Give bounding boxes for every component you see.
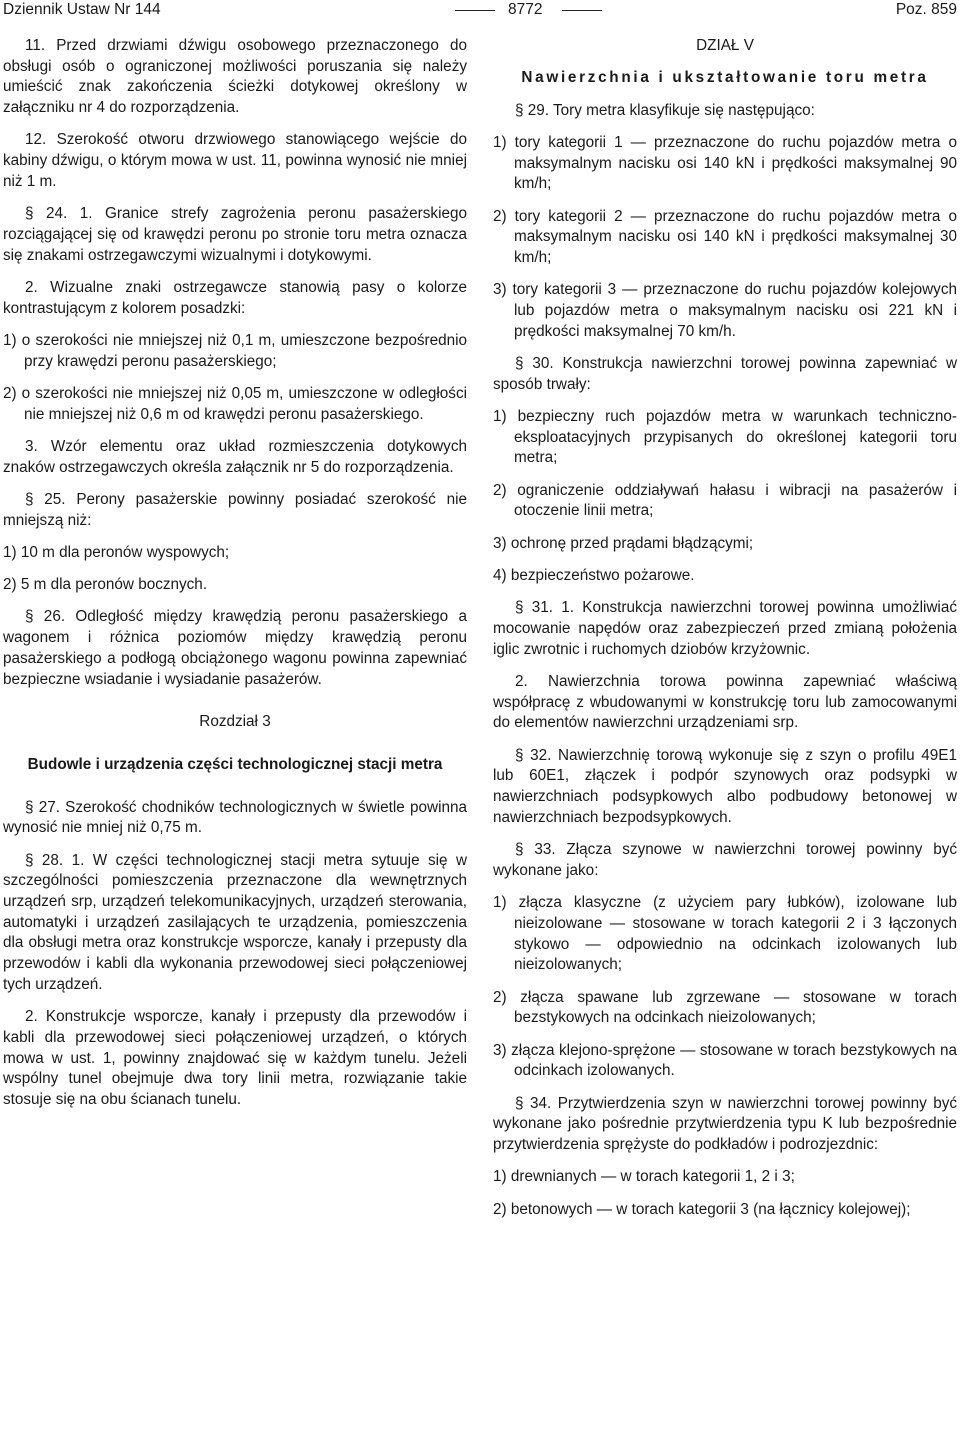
right-paragraph-r17: 2) złącza spawane lub zgrzewane — stosowane w torach bezstykowych na odcinkach nieizolowanych; [493,988,957,1027]
page-number: 8772 [508,1,543,18]
right-paragraph-r4: 1) tory kategorii 1 — przeznaczone do ruchu pojazdów metra o maksymalnym nacisku osi 140 kN i prędkości maksymalnej 90 km/h; [493,133,957,193]
left-paragraph-p13: Budowle i urządzenia części technologicznej stacji metra [27,755,443,773]
page-header [0,0,960,20]
left-paragraph-p4: 2. Wizualne znaki ostrzegawcze stanowią pasy o kolorze kontrastującym z kolorem posadzki: [3,278,467,317]
left-paragraph-p2: 12. Szerokość otworu drzwiowego stanowiącego wejście do kabiny dźwigu, o którym mowa w ust. 11, powinna wynosić nie mniej niż 1 m. [3,131,467,190]
left-paragraph-p14: § 27. Szerokość chodników technologicznych w świetle powinna wynosić nie mniej niż 0,75 m. [3,798,467,837]
right-paragraph-r13: 2. Nawierzchnia torowa powinna zapewniać właściwą współpracę z wbudowanymi w konstrukcję toru lub zamocowanymi do elementów nawierzchni urządzeniami srp. [493,673,957,732]
left-paragraph-p6: 2) o szerokości nie mniejszej niż 0,05 m, umieszczone w odległości nie mniejszej niż 0,6 m od krawędzi peronu pasażerskiego. [3,384,467,423]
journal-title: Dziennik Ustaw Nr 144 [3,1,161,18]
left-paragraph-p10: 2) 5 m dla peronów bocznych. [3,576,208,594]
left-column [3,36,467,1122]
left-paragraph-p5: 1) o szerokości nie mniejszej niż 0,1 m, umieszczone bezpośrednio przy krawędzi peronu pasażerskiego; [3,331,467,370]
right-paragraph-r15: § 33. Złącza szynowe w nawierzchni torowej powinny być wykonane jako: [493,841,957,879]
right-paragraph-r8: 1) bezpieczny ruch pojazdów metra w warunkach techniczno-eksploatacyjnych przypisanych do określonej kategorii toru metra; [493,408,957,467]
right-paragraph-r16: 1) złącza klasyczne (z użyciem pary łubków), izolowane lub nieizolowane — stosowane w torach kategorii 2 i 3 łączonych stykowo — odpowiednio na odcinkach izolowanych lub nieizolowanych; [493,894,957,974]
right-paragraph-r7: § 30. Konstrukcja nawierzchni torowej powinna zapewniać w sposób trwały: [493,355,957,393]
header-rule-right [562,10,602,11]
left-paragraph-p16: 2. Konstrukcje wsporcze, kanały i przepusty dla przewodów i kabli dla przewodowej sieci połączeniowej urządzeń, o których mowa w ust. 1, powinny znajdować się w każdym tunelu. Jeżeli wspólny tunel obejmuje dwa tory linii metra, rozwiązanie takie stosuje się na obu ścianach tunelu. [3,1008,467,1108]
position-label: Poz. 859 [895,1,957,18]
left-paragraph-p3: § 24. 1. Granice strefy zagrożenia peronu pasażerskiego rozciągającej się od krawędzi peronu po stronie toru metra oznacza się znakami ostrzegawczymi wizualnymi i dotykowymi. [3,205,467,264]
right-paragraph-r18: 3) złącza klejono-sprężone — stosowane w torach bezstykowych na odcinkach izolowanych. [493,1041,957,1080]
right-paragraph-r10: 3) ochronę przed prądami błądzącymi; [493,534,754,552]
left-paragraph-p12: Rozdział 3 [199,713,271,731]
right-paragraph-r6: 3) tory kategorii 3 — przeznaczone do ruchu pojazdów kolejowych lub pojazdów metra o maksymalnym nacisku osi 221 kN i prędkości maksymalnej 70 km/h. [493,281,957,340]
left-paragraph-p7: 3. Wzór elementu oraz układ rozmieszczenia dotykowych znaków ostrzegawczych określa załącznik nr 5 do rozporządzenia. [3,437,467,476]
right-column [493,36,957,1232]
left-paragraph-p8: § 25. Perony pasażerskie powinny posiadać szerokość nie mniejszą niż: [3,490,467,529]
right-paragraph-r12: § 31. 1. Konstrukcja nawierzchni torowej powinna umożliwiać mocowanie napędów oraz zabezpieczeń przed zmianą położenia iglic zwrotnic i ruchomych dziobów krzyżownic. [493,599,957,658]
left-paragraph-p9: 1) 10 m dla peronów wyspowych; [3,543,230,561]
right-paragraph-r2: Nawierzchnia i ukształtowanie toru metra [521,69,929,87]
right-paragraph-r9: 2) ograniczenie oddziaływań hałasu i wibracji na pasażerów i otoczenie linii metra; [493,481,957,520]
right-paragraph-r5: 2) tory kategorii 2 — przeznaczone do ruchu pojazdów metra o maksymalnym nacisku osi 140 kN i prędkości maksymalnej 30 km/h; [493,207,957,266]
right-paragraph-r19: § 34. Przytwierdzenia szyn w nawierzchni torowej powinny być wykonane jako pośrednie przytwierdzenia typu K lub bezpośrednie przytwierdzenia sprężyste do podkładów i podrozjezdnic: [493,1094,957,1153]
left-paragraph-p1: 11. Przed drzwiami dźwigu osobowego przeznaczonego do obsługi osób o ograniczonej możliwości poruszania się należy umieścić znak zakończenia ścieżki dotykowej określony w załączniku nr 4 do rozporządzenia. [3,37,467,117]
right-paragraph-r3: § 29. Tory metra klasyfikuje się następująco: [515,101,815,119]
header-rule-left [455,10,495,11]
left-paragraph-p15: § 28. 1. W części technologicznej stacji metra sytuuje się w szczególności pomieszczenia przeznaczone dla wewnętrznych urządzeń srp, urządzeń telekomunikacyjnych, urządzeń sterowania, automatyki i urządzeń zasilających te urządzenia, pomieszczenia dla obsługi metra oraz konstrukcje wsporcze, kanały i przepusty dla przewodów i kabli dla wykonania przewodowej sieci połączeniowej tych urządzeń. [3,851,467,993]
right-paragraph-r21: 2) betonowych — w torach kategorii 3 (na łącznicy kolejowej); [493,1200,911,1218]
left-paragraph-p11: § 26. Odległość między krawędzią peronu pasażerskiego a wagonem i różnica poziomów między krawędzią peronu pasażerskiego a podłogą obciążonego wagonu powinna zapewniać bezpieczne wsiadanie i wysiadanie pasażerów. [3,608,467,688]
right-paragraph-r14: § 32. Nawierzchnię torową wykonuje się z szyn o profilu 49E1 lub 60E1, złączek i podpór szynowych oraz podsypki w nawierzchniach podsypkowych albo podbudowy betonowej w nawierzchniach bezpodsypkowych. [493,746,957,826]
right-paragraph-r1: DZIAŁ V [696,37,754,54]
right-paragraph-r11: 4) bezpieczeństwo pożarowe. [493,567,695,584]
right-paragraph-r20: 1) drewnianych — w torach kategorii 1, 2 i 3; [493,1168,795,1186]
